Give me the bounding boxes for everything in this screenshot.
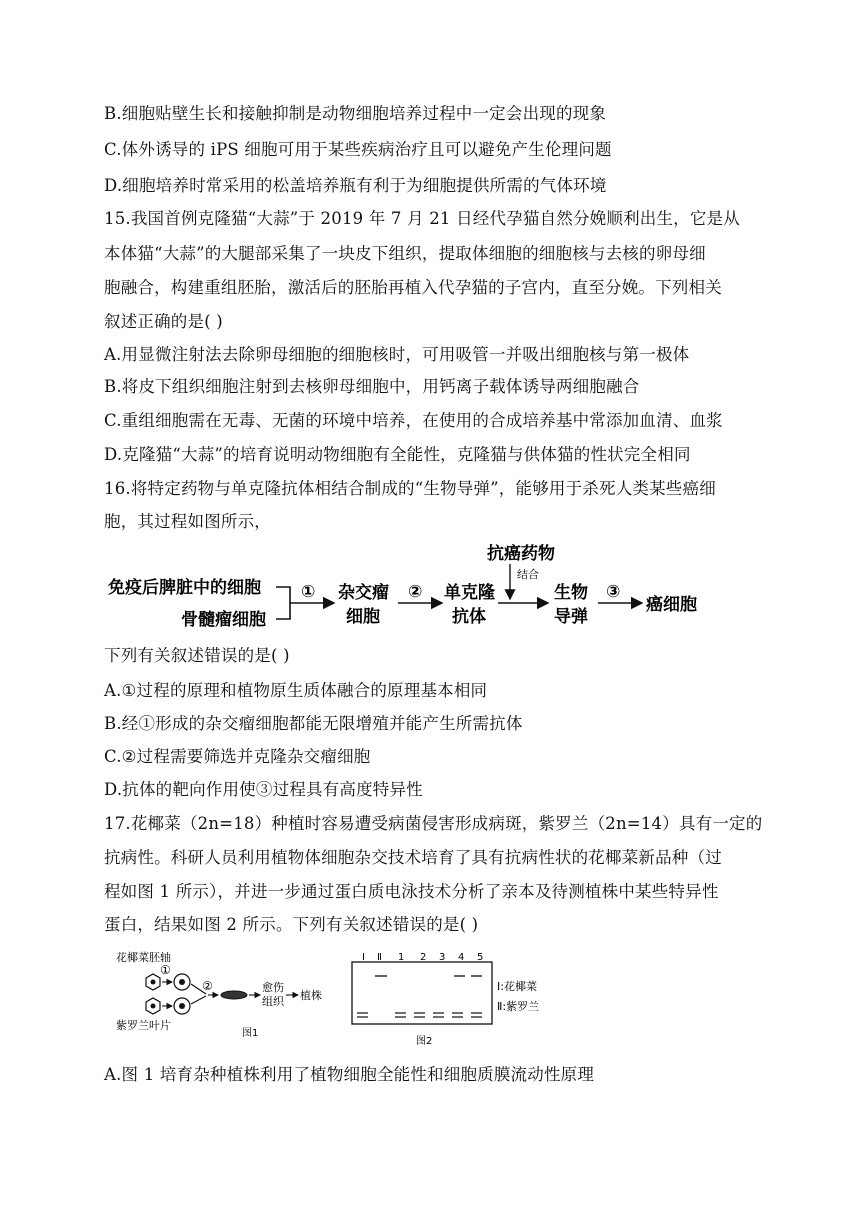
q15-stem-line-3: 胞融合，构建重组胚胎，激活后的胚胎再植入代孕猫的子宫内，直至分娩。下列相关 [104, 278, 722, 297]
q15-stem-line-1: 15.我国首例克隆猫“大蒜”于 2019 年 7 月 21 日经代孕猫自然分娩顺利出生，它是从 [104, 209, 740, 228]
q15-stem-line-2: 本体猫“大蒜”的大腿部采集了一块皮下组织，提取体细胞的细胞核与去核的卵母细 [104, 244, 706, 263]
hybridoma-label-2: 细胞 [346, 607, 380, 627]
plant-label: 植株 [300, 989, 322, 1002]
combine-label: 结合 [517, 568, 539, 581]
figure-1 [110, 950, 350, 1050]
q16-option-c: C.②过程需要筛选并克隆杂交瘤细胞 [104, 747, 371, 766]
fig2-caption: 图2 [416, 1036, 433, 1047]
step1-marker: ① [301, 582, 316, 602]
fusion-line-bottom [191, 996, 206, 1004]
cell-nucleus [151, 1004, 156, 1009]
step2-marker: ② [408, 582, 423, 602]
cancer-cell-label: 癌细胞 [646, 595, 697, 615]
q15-stem-line-4: 叙述正确的是( ) [104, 312, 223, 331]
protoplast-nucleus [179, 1003, 185, 1009]
hybridoma-label-1: 杂交瘤 [338, 583, 389, 603]
cell-nucleus [151, 980, 156, 985]
q17-option-a: A.图 1 培育杂种植株利用了植物细胞全能性和细胞质膜流动性原理 [104, 1065, 595, 1084]
legend-violet: Ⅱ:紫罗兰 [497, 1000, 540, 1013]
q17-stem-line-4: 蛋白，结果如图 2 所示。下列有关叙述错误的是( ) [104, 915, 479, 934]
option-c-line: C.体外诱导的 iPS 细胞可用于某些疾病治疗且可以避免产生伦理问题 [104, 140, 612, 159]
q16-option-b: B.经①形成的杂交瘤细胞都能无限增殖并能产生所需抗体 [104, 714, 523, 733]
fig1-step2: ② [202, 979, 213, 993]
spleen-cells-label: 免疫后脾脏中的细胞 [108, 578, 261, 598]
q17-stem-line-3: 程如图 1 所示），并进一步通过蛋白质电泳技术分析了亲本及待测植株中某些特异性 [104, 882, 719, 901]
q17-stem-line-1: 17.花椰菜（2n=18）种植时容易遭受病菌侵害形成病斑，紫罗兰（2n=14）具有一定的 [104, 814, 763, 833]
option-d-line: D.细胞培养时常采用的松盖培养瓶有利于为细胞提供所需的气体环境 [104, 176, 607, 195]
callus-label-1: 愈伤 [262, 981, 284, 994]
monoclonal-label-2: 抗体 [452, 607, 486, 627]
q17-stem-line-2: 抗病性。科研人员利用植物体细胞杂交技术培育了具有抗病性状的花椰菜新品种（过 [104, 848, 722, 867]
monoclonal-label-1: 单克隆 [444, 583, 495, 603]
q15-option-b: B.将皮下组织细胞注射到去核卵母细胞中，用钙离子载体诱导两细胞融合 [104, 377, 640, 396]
lower-bands [357, 1013, 482, 1017]
culture-dish [221, 991, 247, 999]
callus-label-2: 组织 [262, 995, 284, 1008]
lane-label-II: Ⅱ [377, 952, 382, 963]
lane-label-3: 3 [439, 952, 446, 963]
anticancer-drug-label: 抗癌药物 [487, 544, 555, 564]
protoplast-nucleus [179, 979, 185, 985]
q15-option-d: D.克隆猫“大蒜”的培育说明动物细胞有全能性，克隆猫与供体猫的性状完全相同 [104, 445, 691, 464]
q15-option-a: A.用显微注射法去除卵母细胞的细胞核时，可用吸管一并吸出细胞核与第一极体 [104, 345, 690, 364]
fig1-caption: 图1 [242, 1028, 259, 1039]
figure-2 [350, 950, 580, 1050]
fig1-step1: ① [160, 963, 171, 977]
lane-label-4: 4 [458, 952, 465, 963]
myeloma-cells-label: 骨髓瘤细胞 [181, 610, 266, 630]
merge-bracket [276, 587, 290, 619]
q16-stem-line-2: 胞，其过程如图所示， [104, 512, 271, 531]
q16-option-a: A.①过程的原理和植物原生质体融合的原理基本相同 [104, 681, 488, 700]
lane-label-2: 2 [420, 952, 427, 963]
q15-option-c: C.重组细胞需在无毒、无菌的环境中培养，在使用的合成培养基中常添加血清、血浆 [104, 411, 723, 430]
gel-frame [352, 962, 492, 1024]
violet-leaf-label: 紫罗兰叶片 [116, 1019, 171, 1032]
lane-label-I: Ⅰ [362, 952, 365, 963]
step3-marker: ③ [606, 582, 621, 602]
cauliflower-hypocotyl-label: 花椰菜胚轴 [116, 951, 171, 964]
q16-option-d: D.抗体的靶向作用使③过程具有高度特异性 [104, 780, 423, 799]
lane-labels [362, 952, 483, 963]
bio-missile-diagram [0, 542, 860, 642]
q16-stem-line-1: 16.将特定药物与单克隆抗体相结合制成的“生物导弹”，能够用于杀死人类某些癌细 [104, 479, 716, 498]
missile-label-1: 生物 [554, 583, 588, 603]
missile-label-2: 导弹 [554, 607, 588, 627]
legend-cauliflower: Ⅰ:花椰菜 [497, 980, 537, 993]
lane-label-5: 5 [477, 952, 484, 963]
option-b-line: B.细胞贴壁生长和接触抑制是动物细胞培养过程中一定会出现的现象 [104, 104, 607, 123]
lane-label-1: 1 [398, 952, 405, 963]
q16-question: 下列有关叙述错误的是( ) [104, 646, 290, 665]
